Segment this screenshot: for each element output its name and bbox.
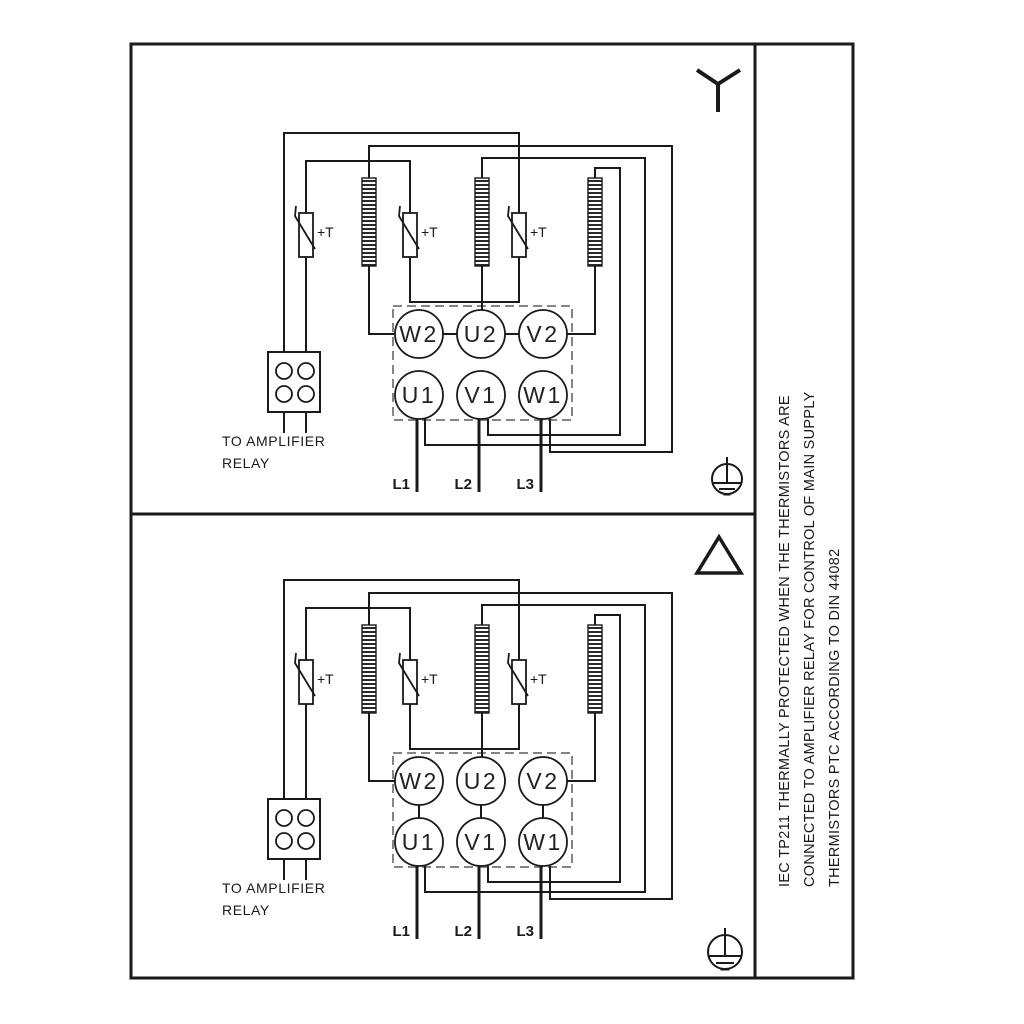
terminal-label-v2: V2 [526,768,560,794]
supply-label-l1: L1 [392,476,410,493]
supply-label-l2: L2 [454,923,472,940]
earth-ground-icon [708,928,742,970]
terminal-label-u1: U1 [401,382,437,408]
panel-delta [222,537,742,970]
supply-label-l3: L3 [516,476,534,493]
panel-star [222,70,742,495]
panel-circuit [268,580,672,939]
relay-note-line2: RELAY [222,455,270,471]
earth-ground-icon [712,457,742,495]
terminal-label-v2: V2 [526,321,560,347]
supply-label-l3: L3 [516,923,534,940]
star-connection-icon [697,70,740,112]
supply-label-l2: L2 [454,476,472,493]
side-note [777,391,843,887]
relay-note-line2: RELAY [222,902,270,918]
terminal-label-u1: U1 [401,829,437,855]
terminal-label-u2: U2 [463,768,499,794]
thermistor-label: +T [421,671,438,687]
supply-label-l1: L1 [392,923,410,940]
delta-terminal-links [419,805,543,818]
terminal-label-w2: W2 [399,321,439,347]
thermistor-label: +T [317,671,334,687]
panel-circuit [268,133,672,492]
side-note-line-3: THERMISTORS PTC ACCORDING TO DIN 44082 [827,548,843,887]
relay-note-line1: TO AMPLIFIER [222,880,326,896]
relay-note-line1: TO AMPLIFIER [222,433,326,449]
terminal-label-w1: W1 [523,382,563,408]
delta-connection-icon [697,537,741,573]
side-note-line-2: CONNECTED TO AMPLIFIER RELAY FOR CONTROL OF MAIN SUPPLY [802,391,818,887]
terminal-label-v1: V1 [464,829,498,855]
terminal-label-w2: W2 [399,768,439,794]
thermistor-label: +T [317,224,334,240]
thermistor-label: +T [421,224,438,240]
terminal-label-u2: U2 [463,321,499,347]
thermistor-label: +T [530,224,547,240]
terminal-label-v1: V1 [464,382,498,408]
terminal-label-w1: W1 [523,829,563,855]
thermistor-label: +T [530,671,547,687]
side-note-line-1: IEC TP211 THERMALLY PROTECTED WHEN THE THERMISTORS ARE [777,395,793,887]
